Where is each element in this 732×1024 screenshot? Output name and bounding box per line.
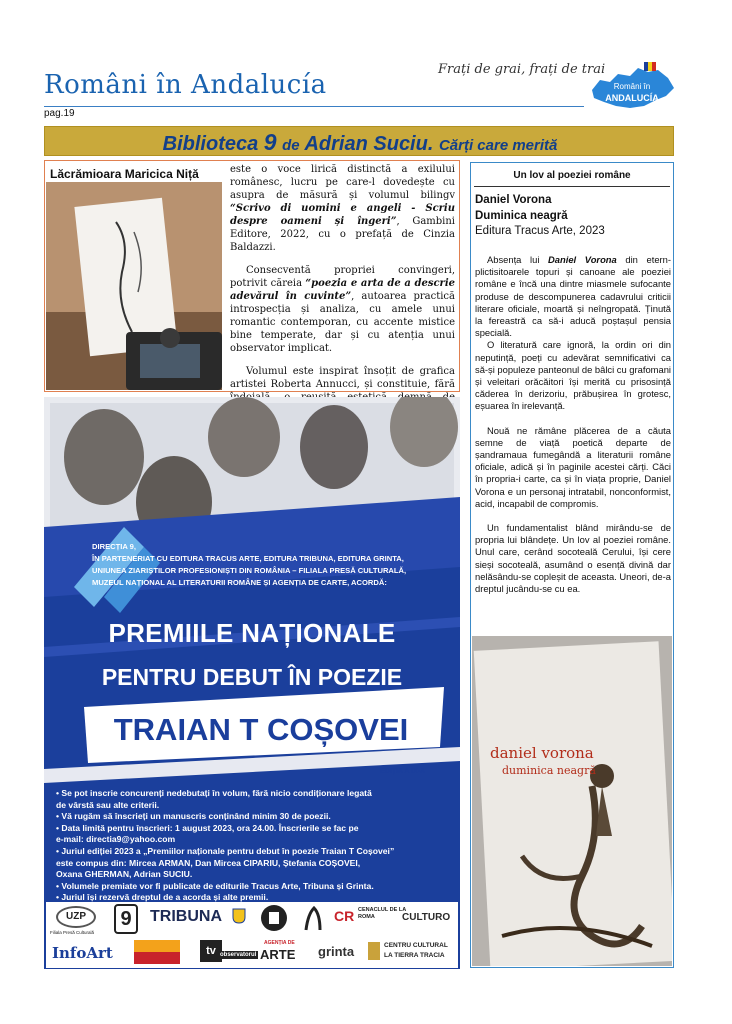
tracus-arte-logo-icon <box>302 904 324 932</box>
tierra-tracia-logo: LA TIERRA TRACIA <box>384 952 445 959</box>
poster-title-line2: PENTRU DEBUT ÎN POEZIE <box>101 664 403 690</box>
review-book-title: Duminica neagră <box>475 210 568 222</box>
article-body <box>230 163 455 427</box>
title-suffix: Andalucía <box>191 70 327 100</box>
review-publisher: Editura Tracus Arte, 2023 <box>475 225 605 237</box>
banner-part4: Cărți care merită <box>438 137 558 154</box>
rule-line: e-mail: directia9@yahoo.com <box>56 834 176 845</box>
article-paragraph: este o voce lirică distinctă a exilului românesc, lucru pe care-l dovedește cu asupra de măsură și volumul bilingv “Scrivo di uomini e angeli - Scriu despre oameni și îngeri”, Gambini Editore, 2022, cu o prefață de Cinzia Baldazzi. <box>230 164 456 253</box>
banner-part1: Biblioteca <box>162 133 259 155</box>
uzp-logo-sub: Filiala Presă Culturală <box>50 930 95 935</box>
cr-logo-icon: CR <box>334 908 355 924</box>
poster-rules <box>56 788 456 904</box>
rule-line: • Volumele premiate vor fi publicate de editurile Tracus Arte, Tribuna și Grinta. <box>56 880 374 891</box>
banner-title <box>45 129 675 156</box>
book-photo-image <box>46 182 222 390</box>
book-cover-image <box>472 636 672 966</box>
coat-of-arms-icon <box>232 908 246 924</box>
cover-subtitle: duminica neagră <box>502 764 596 777</box>
review-paragraph: Un fundamentalist blând mirându-se de propria lui blândețe. Un lov al poeziei române. Unul care, cerând socoteală Cerului, își cere sieși socoteală, asumând o esență divină dar nelăsându-se copleșit de aceasta. Uneori, de-a dreptul jucându-se cu ea. <box>475 522 671 595</box>
rule-line: • Se pot inscrie concurenți nedebutați în volum, fără nicio condiționare legată <box>56 788 372 798</box>
article-paragraph: Volumul este inspirat însoțit de grafica artistei Roberta Annucci, și constituie, fără <box>230 366 455 390</box>
review-paragraph: Nouă ne rămâne plăcerea de a căuta semne de viață poetică departe de șandramaua fumegândă a literaturii române oficiale, adică și în paginile acestei cărți. Căci în propria-i carte, ca și în viața proprie, Daniel Vorona e un personaj intratabil, nonconformist, acid, incapabil de compromis. <box>475 424 671 509</box>
logo-text-line2: ANDALUCÍA <box>605 93 659 103</box>
mnlr-logo-icon <box>260 904 288 932</box>
agentia-logo-bottom: ARTE <box>260 947 296 962</box>
poster-intro-line: MUZEUL NAȚIONAL AL LITERATURII ROMÂNE ȘI AGENȚIA DE CARTE, ACORDĂ: <box>92 578 387 587</box>
uzp-logo: UZP <box>56 906 96 928</box>
review-paragraph: Absența lui Daniel Vorona din etern-plictisitoarele topuri și canoane ale poeziei române e încă una dintre miasmele sufocante produse de descompunerea cadavrului criticii literare oficiale, moartă și neîngropată. Ținută la fereastră ca să-i aducă poștașul pensia specială. <box>475 254 671 339</box>
review-rule <box>474 186 670 187</box>
rule-line: • Juriul își rezervă dreptul de a acorda și alte premii. <box>56 892 269 903</box>
review-author: Daniel Vorona <box>475 194 552 206</box>
rule-line: • Vă rugăm să înscrieți un manuscris conținând minim 30 de poezii. <box>56 811 331 822</box>
rule-line: este compus din: Mircea ARMAN, Dan Mircea CIPARIU, Ștefania COȘOVEI, <box>56 857 361 868</box>
poster-intro-line: DIRECȚIA 9, <box>92 542 137 551</box>
cover-title: daniel vorona <box>490 744 594 762</box>
banner-number: 9 <box>263 129 277 155</box>
section-banner <box>44 126 674 156</box>
publication-title <box>44 70 327 100</box>
tierra-tracia-logo-icon <box>368 942 380 960</box>
tribuna-logo: TRIBUNA <box>150 908 222 925</box>
grinta-logo: grinta <box>318 944 355 959</box>
rule-line: Oxana GHERMAN, Adrian SUCIU. <box>56 869 193 880</box>
poster-title-line1: PREMIILE NAȚIONALE <box>108 618 396 648</box>
poster-title-line3: TRAIAN T COȘOVEI <box>113 712 409 747</box>
poster-intro-line: UNIUNEA ZIARIȘTILOR PROFESIONIȘTI DIN ROMÂNIA – FILIALA PRESĂ CULTURALĂ, <box>92 566 407 575</box>
logo-text-line1: Români în <box>613 82 651 91</box>
article-paragraph: Consecventă propriei convingeri, potrivit căreia “poezia e arta de a descrie adevărul în cuvinte”, autoarea practică introspecția și analiza, cu amele unui romantic contemporan, cu accente mistice bine temperate, dar și cu atenția unui observator implicat. <box>230 265 455 354</box>
review-paragraph: O literatură care ignoră, la ordin ori din neputință, poeți cu adevărat semnificativi ca să-și populeze panteonul de bâlci cu grafomani și veleitari orăcăitori își merită cu prisosință căderea în derizoriu, prăbușirea în grotesc, eșuarea în irelevanță. <box>475 339 671 412</box>
rule-line: • Data limită pentru înscrieri: 1 august 2023, ora 24.00. Înscrierile se fac pe <box>56 822 359 833</box>
agentia-logo-top: AGENȚIA DE <box>264 940 295 946</box>
title-mid: în <box>156 70 183 100</box>
article-author: Lăcrămioara Maricica Niță <box>50 167 199 181</box>
cenaclul-logo: CENACLUL DE LA ROMA <box>358 907 406 920</box>
header-rule <box>44 106 584 107</box>
orizont-logo-icon <box>134 940 180 964</box>
infoart-logo: InfoArt <box>52 944 113 962</box>
banner-part2: de <box>282 137 300 154</box>
banner-part3: Adrian Suciu. <box>304 133 434 155</box>
poster-edition: EDIȚIA A IX-A <box>380 768 426 775</box>
title-prefix: Români <box>44 70 148 100</box>
directia9-logo: 9 <box>114 904 138 934</box>
culturo-logo: CULTURO <box>402 912 451 923</box>
observatorul-logo: observatorul <box>220 952 257 958</box>
centru-cultural-logo: CENTRU CULTURAL <box>384 942 448 949</box>
tv-logo: tv <box>200 940 222 962</box>
rule-line: de vârstă sau alte criterii. <box>56 799 160 810</box>
review-heading: Un lov al poeziei române <box>513 170 631 181</box>
page-number: pag.19 <box>44 108 75 119</box>
sponsors-strip <box>46 902 458 968</box>
slogan: Frați de grai, frați de trai <box>438 62 606 77</box>
poster-intro-line: ÎN PARTENERIAT CU EDITURA TRACUS ARTE, EDITURA TRIBUNA, EDITURA GRINTA, <box>92 554 404 563</box>
rule-line: • Juriul ediției 2023 a „Premiilor naționale pentru debut în poezie Traian T Coșovei” <box>56 845 395 856</box>
